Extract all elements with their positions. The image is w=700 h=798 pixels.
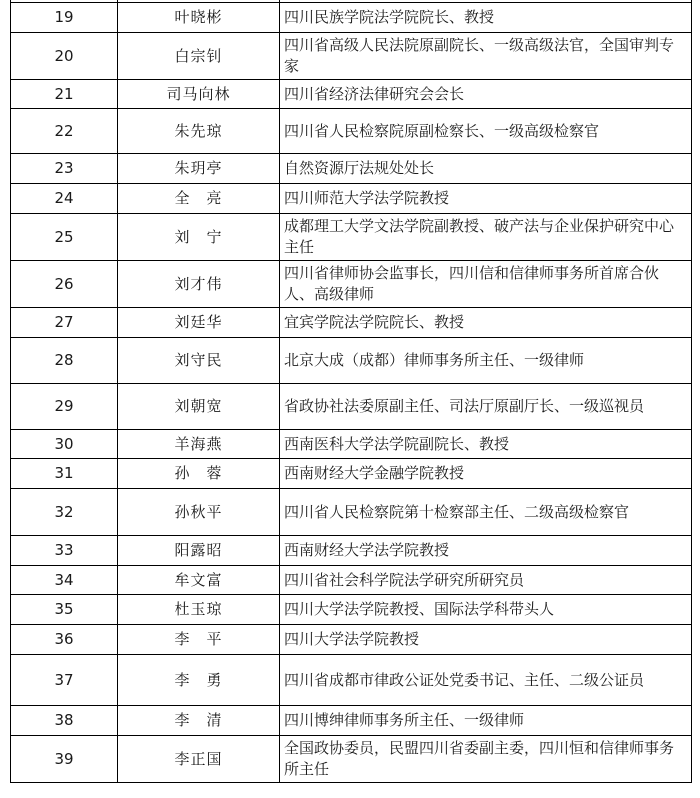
member-name: 全 亮 [118, 184, 280, 214]
member-name: 李 勇 [118, 655, 280, 706]
row-number: 19 [11, 3, 118, 33]
member-name: 李正国 [118, 736, 280, 783]
member-name: 李 清 [118, 706, 280, 736]
table-row [11, 261, 692, 308]
row-number: 36 [11, 625, 118, 655]
row-number: 39 [11, 736, 118, 783]
table-row [11, 384, 692, 430]
row-number: 28 [11, 338, 118, 384]
member-title: 北京大成（成都）律师事务所主任、一级律师 [280, 338, 692, 384]
table-row [11, 109, 692, 154]
member-name: 朱玥亭 [118, 154, 280, 184]
table-row [11, 154, 692, 184]
member-name: 刘廷华 [118, 308, 280, 338]
member-name: 阳露昭 [118, 536, 280, 566]
member-title: 四川省经济法律研究会会长 [280, 80, 692, 109]
member-name: 孙秋平 [118, 489, 280, 536]
member-title: 西南医科大学法学院副院长、教授 [280, 430, 692, 459]
member-title: 四川师范大学法学院教授 [280, 184, 692, 214]
member-name: 朱先琼 [118, 109, 280, 154]
member-name: 李 平 [118, 625, 280, 655]
table-row [11, 566, 692, 595]
row-number: 32 [11, 489, 118, 536]
member-title: 四川博绅律师事务所主任、一级律师 [280, 706, 692, 736]
row-number: 21 [11, 80, 118, 109]
row-number: 31 [11, 459, 118, 489]
member-title: 四川民族学院法学院院长、教授 [280, 3, 692, 33]
row-number: 38 [11, 706, 118, 736]
table-row [11, 338, 692, 384]
member-name: 刘 宁 [118, 214, 280, 261]
row-number: 20 [11, 33, 118, 80]
member-name: 孙 蓉 [118, 459, 280, 489]
table-row [11, 489, 692, 536]
member-title: 四川省律师协会监事长，四川信和信律师事务所首席合伙人、高级律师 [280, 261, 692, 308]
member-name: 司马向林 [118, 80, 280, 109]
member-title: 四川省人民检察院第十检察部主任、二级高级检察官 [280, 489, 692, 536]
member-name: 刘守民 [118, 338, 280, 384]
member-name: 叶晓彬 [118, 3, 280, 33]
table-row [11, 308, 692, 338]
member-title: 自然资源厅法规处处长 [280, 154, 692, 184]
table-row [11, 80, 692, 109]
row-number: 22 [11, 109, 118, 154]
member-name: 刘朝宽 [118, 384, 280, 430]
row-number: 34 [11, 566, 118, 595]
member-title: 西南财经大学法学院教授 [280, 536, 692, 566]
table-row [11, 459, 692, 489]
table-row [11, 33, 692, 80]
member-name: 牟文富 [118, 566, 280, 595]
member-table [10, 0, 692, 783]
table-row [11, 536, 692, 566]
row-number: 24 [11, 184, 118, 214]
row-number: 35 [11, 595, 118, 625]
member-name: 羊海燕 [118, 430, 280, 459]
row-number: 33 [11, 536, 118, 566]
member-title: 成都理工大学文法学院副教授、破产法与企业保护研究中心主任 [280, 214, 692, 261]
table-row [11, 184, 692, 214]
member-name: 白宗钊 [118, 33, 280, 80]
table-row [11, 3, 692, 33]
member-title: 四川省成都市律政公证处党委书记、主任、二级公证员 [280, 655, 692, 706]
table-row [11, 625, 692, 655]
member-title: 四川省社会科学院法学研究所研究员 [280, 566, 692, 595]
table-row [11, 736, 692, 783]
member-name: 刘才伟 [118, 261, 280, 308]
member-title: 四川大学法学院教授、国际法学科带头人 [280, 595, 692, 625]
row-number: 26 [11, 261, 118, 308]
table-row [11, 655, 692, 706]
row-number: 27 [11, 308, 118, 338]
table-row [11, 706, 692, 736]
member-title: 四川省高级人民法院原副院长、一级高级法官，全国审判专家 [280, 33, 692, 80]
member-name: 杜玉琼 [118, 595, 280, 625]
row-number: 37 [11, 655, 118, 706]
table-row [11, 430, 692, 459]
member-title: 全国政协委员，民盟四川省委副主委，四川恒和信律师事务所主任 [280, 736, 692, 783]
row-number: 29 [11, 384, 118, 430]
table-row [11, 595, 692, 625]
member-title: 四川省人民检察院原副检察长、一级高级检察官 [280, 109, 692, 154]
row-number: 23 [11, 154, 118, 184]
member-title: 西南财经大学金融学院教授 [280, 459, 692, 489]
member-title: 四川大学法学院教授 [280, 625, 692, 655]
member-title: 省政协社法委原副主任、司法厅原副厅长、一级巡视员 [280, 384, 692, 430]
table-row [11, 214, 692, 261]
member-title: 宜宾学院法学院院长、教授 [280, 308, 692, 338]
row-number: 30 [11, 430, 118, 459]
row-number: 25 [11, 214, 118, 261]
